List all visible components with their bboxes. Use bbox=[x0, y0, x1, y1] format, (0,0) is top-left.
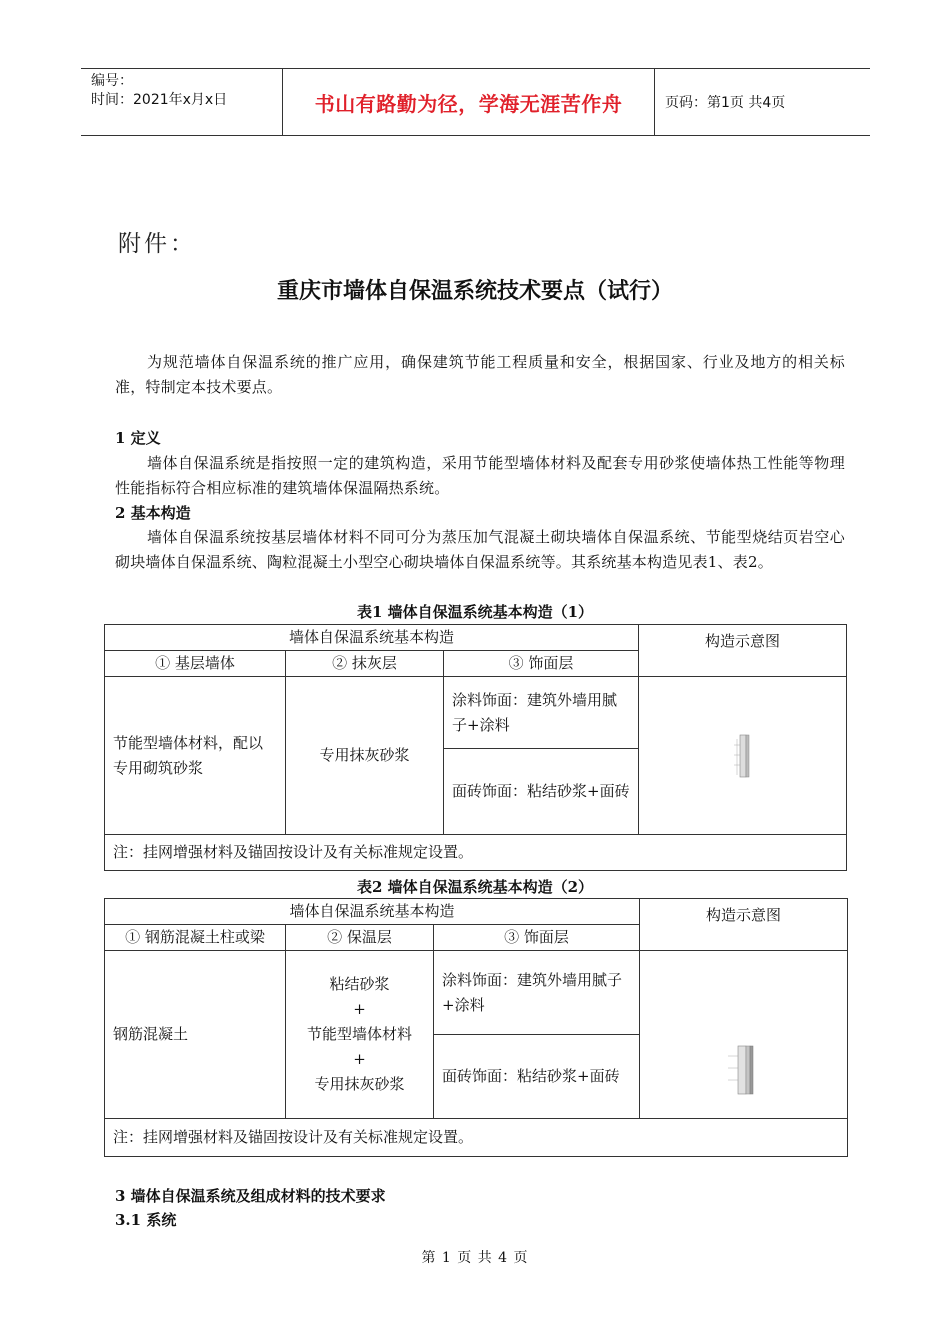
table1-base-wall: 节能型墙体材料，配以专用砌筑砂浆 bbox=[105, 677, 286, 835]
serial-label: 编号： bbox=[91, 73, 133, 89]
table1-finish-paint: 涂料饰面：建筑外墙用腻子+涂料 bbox=[444, 677, 639, 749]
table1-group-header: 墙体自保温系统基本构造 bbox=[105, 625, 639, 651]
table2-diagram-header: 构造示意图 bbox=[640, 899, 848, 951]
section-3-heading: 3 墙体自保温系统及组成材料的技术要求 bbox=[115, 1187, 386, 1205]
section-1-body: 墙体自保温系统是指按照一定的建筑构造，采用节能型墙体材料及配套专用砂浆使墙体热工性能等物理性能指标符合相应标准的建筑墙体保温隔热系统。 bbox=[115, 454, 845, 497]
table2-rc-member: 钢筋混凝土 bbox=[105, 951, 286, 1119]
table1-col-header: ① 基层墙体 bbox=[105, 651, 286, 677]
table1-caption: 表1 墙体自保温系统基本构造（1） bbox=[356, 603, 594, 621]
table2-col-header: ① 钢筋混凝土柱或梁 bbox=[105, 925, 286, 951]
page-footer: 第 1 页 共 4 页 bbox=[421, 1250, 529, 1266]
table2-diagram-cell bbox=[640, 951, 848, 1119]
table2-col-header: ③ 饰面层 bbox=[434, 925, 640, 951]
plus-sign: + bbox=[353, 1000, 366, 1018]
table1-diagram-header: 构造示意图 bbox=[639, 625, 847, 677]
date-line: 时间：2021年x月x日 bbox=[91, 92, 228, 108]
attachment-label: 附件： bbox=[118, 231, 196, 257]
plus-sign: + bbox=[353, 1050, 366, 1068]
table2-col-header: ② 保温层 bbox=[286, 925, 434, 951]
table2 bbox=[104, 898, 848, 1157]
header-page-info: 页码：第1页 共4页 bbox=[665, 95, 786, 111]
section-3-1-heading: 3.1 系统 bbox=[115, 1211, 177, 1229]
wall-section-diagram-2 bbox=[724, 1042, 764, 1098]
table2-insulation-layer bbox=[286, 951, 434, 1119]
section-2-heading: 2 基本构造 bbox=[115, 504, 191, 522]
document-title: 重庆市墙体自保温系统技术要点（试行） bbox=[276, 278, 673, 304]
intro-paragraph: 为规范墙体自保温系统的推广应用，确保建筑节能工程质量和安全，根据国家、行业及地方的相关标准，特制定本技术要点。 bbox=[115, 353, 845, 396]
insulation-item: 专用抹灰砂浆 bbox=[314, 1075, 405, 1093]
table1-finish-tile: 面砖饰面：粘结砂浆+面砖 bbox=[444, 749, 639, 835]
header-meta bbox=[81, 69, 282, 135]
section-1-heading: 1 定义 bbox=[115, 429, 161, 447]
insulation-item: 节能型墙体材料 bbox=[306, 1025, 412, 1043]
table2-group-header: 墙体自保温系统基本构造 bbox=[105, 899, 640, 925]
page-header bbox=[81, 68, 870, 136]
table1-note: 注：挂网增强材料及锚固按设计及有关标准规定设置。 bbox=[105, 835, 847, 871]
table1-col-header: ② 抹灰层 bbox=[286, 651, 444, 677]
insulation-item: 粘结砂浆 bbox=[329, 975, 390, 993]
table1-plaster-layer: 专用抹灰砂浆 bbox=[286, 677, 444, 835]
table1-col-header: ③ 饰面层 bbox=[444, 651, 639, 677]
table2-finish-tile: 面砖饰面：粘结砂浆+面砖 bbox=[434, 1035, 640, 1119]
wall-section-diagram-1 bbox=[728, 731, 758, 781]
table1-diagram-cell bbox=[639, 677, 847, 835]
table2-caption: 表2 墙体自保温系统基本构造（2） bbox=[356, 878, 594, 896]
section-2-body: 墙体自保温系统按基层墙体材料不同可分为蒸压加气混凝土砌块墙体自保温系统、节能型烧结页岩空心砌块墙体自保温系统、陶粒混凝土小型空心砌块墙体自保温系统等。其系统基本构造见表1、表2。 bbox=[115, 528, 845, 571]
table2-finish-paint: 涂料饰面：建筑外墙用腻子+涂料 bbox=[434, 951, 640, 1035]
table2-note: 注：挂网增强材料及锚固按设计及有关标准规定设置。 bbox=[105, 1119, 848, 1157]
table1 bbox=[104, 624, 847, 871]
header-motto: 书山有路勤为径，学海无涯苦作舟 bbox=[282, 69, 655, 135]
